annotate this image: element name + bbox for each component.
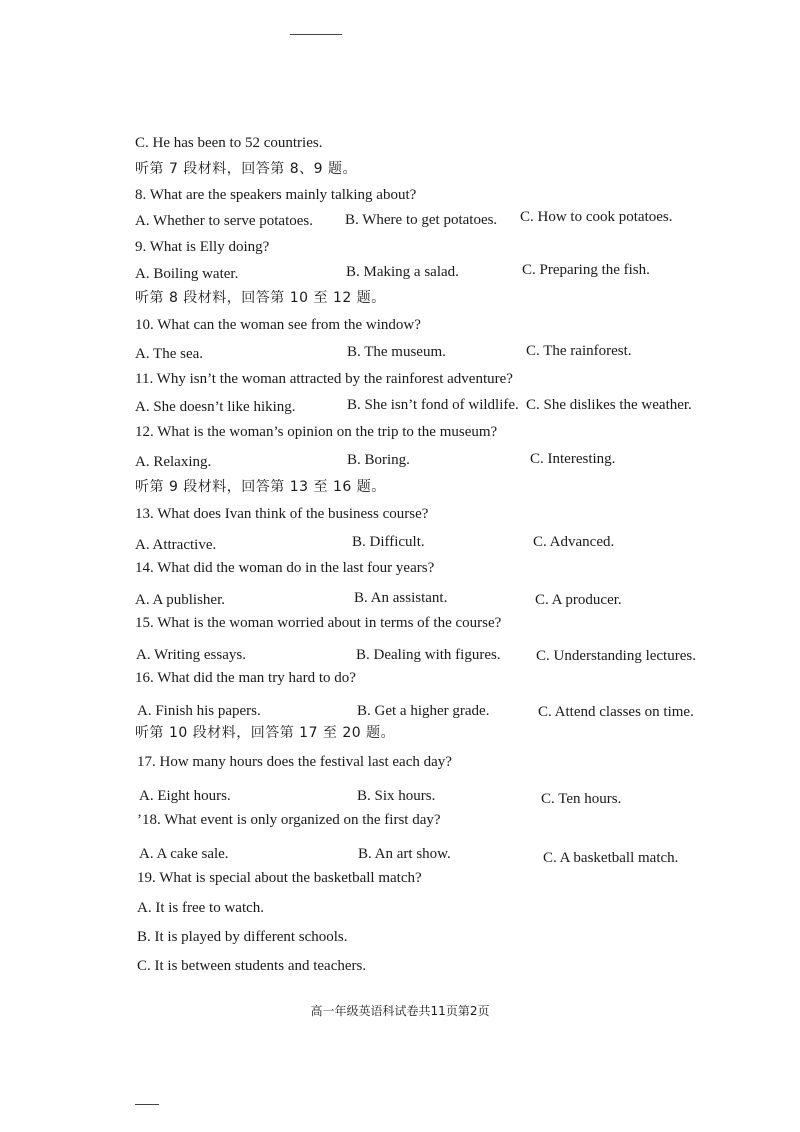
answer-option: B. An assistant.: [354, 590, 448, 606]
question-text: [0, 750, 800, 774]
option-row: [0, 339, 800, 363]
answer-option: C. Interesting.: [530, 451, 616, 467]
answer-option: B. Dealing with figures.: [356, 647, 501, 663]
section-label: 听第 10 段材料，回答第 17 至 20 题。: [135, 725, 396, 741]
text-label: B. It is played by different schools.: [137, 929, 348, 945]
question-label: 13. What does Ivan think of the business course?: [135, 506, 429, 522]
answer-option: C. Advanced.: [533, 534, 615, 550]
answer-option: C. A producer.: [535, 592, 622, 608]
question-text: [0, 367, 800, 391]
answer-option: B. Difficult.: [352, 534, 425, 550]
question-label: 17. How many hours does the festival last each day?: [137, 754, 452, 770]
bottom-scan-mark: [135, 1104, 159, 1105]
answer-option: C. Attend classes on time.: [538, 704, 694, 720]
top-scan-mark: [290, 34, 342, 35]
option-row: [0, 447, 800, 471]
section-heading: [0, 157, 800, 181]
answer-option: A. Eight hours.: [139, 788, 231, 804]
question-text: [0, 611, 800, 635]
answer-option: C. The rainforest.: [526, 343, 632, 359]
question-label: 19. What is special about the basketball match?: [137, 870, 422, 886]
answer-option: A. The sea.: [135, 346, 204, 362]
question-label: 12. What is the woman’s opinion on the trip to the museum?: [135, 424, 498, 440]
answer-option: A. Writing essays.: [136, 647, 246, 663]
answer-option: B. The museum.: [347, 344, 446, 360]
question-text: [0, 420, 800, 444]
section-heading: [0, 721, 800, 745]
section-label: 听第 8 段材料，回答第 10 至 12 题。: [135, 290, 386, 306]
answer-option: B. She isn’t fond of wildlife.: [347, 397, 519, 413]
question-label: 10. What can the woman see from the window?: [135, 317, 421, 333]
section-heading: [0, 475, 800, 499]
question-label: 14. What did the woman do in the last four years?: [135, 560, 435, 576]
question-text: [0, 502, 800, 526]
answer-option: [0, 896, 800, 920]
answer-option: A. A cake sale.: [139, 846, 229, 862]
answer-option: A. A publisher.: [135, 592, 226, 608]
question-text: [0, 235, 800, 259]
answer-option: C. Understanding lectures.: [536, 648, 696, 664]
answer-option: C. She dislikes the weather.: [526, 397, 692, 413]
answer-option: A. Boiling water.: [135, 266, 239, 282]
option-row: [0, 588, 800, 612]
option-row: [0, 530, 800, 554]
question-label: 9. What is Elly doing?: [135, 239, 270, 255]
answer-option: C. How to cook potatoes.: [520, 209, 673, 225]
question-label: 11. Why isn’t the woman attracted by the rainforest adventure?: [135, 371, 513, 387]
question-label: 16. What did the man try hard to do?: [135, 670, 356, 686]
question-label: 15. What is the woman worried about in terms of the course?: [135, 615, 502, 631]
answer-option: C. Ten hours.: [541, 791, 622, 807]
answer-option: B. An art show.: [358, 846, 451, 862]
answer-option: A. Whether to serve potatoes.: [135, 213, 314, 229]
section-label: 听第 9 段材料，回答第 13 至 16 题。: [135, 479, 386, 495]
text-label: A. It is free to watch.: [137, 900, 265, 916]
answer-option: A. Relaxing.: [135, 454, 212, 470]
answer-option: A. Finish his papers.: [137, 703, 261, 719]
section-label: 听第 7 段材料，回答第 8、9 题。: [135, 161, 358, 177]
answer-option: A. Attractive.: [135, 537, 217, 553]
option-row: [0, 205, 800, 229]
answer-option: C. A basketball match.: [543, 850, 679, 866]
option-row: [0, 258, 800, 282]
text-label: C. It is between students and teachers.: [137, 958, 367, 974]
answer-option: B. Boring.: [347, 452, 410, 468]
section-heading: [0, 286, 800, 310]
answer-option: [0, 954, 800, 978]
page-footer: 高一年级英语科试卷共11页第2页: [310, 1004, 490, 1018]
answer-option: B. Six hours.: [357, 788, 436, 804]
option-row: [0, 644, 800, 668]
answer-option: C. Preparing the fish.: [522, 262, 650, 278]
answer-option: B. Get a higher grade.: [357, 703, 490, 719]
option-row: [0, 393, 800, 417]
question-text: [0, 666, 800, 690]
text-label: C. He has been to 52 countries.: [135, 135, 323, 151]
answer-option: B. Making a salad.: [346, 264, 459, 280]
question-text: [0, 556, 800, 580]
question-text: [0, 183, 800, 207]
answer-option: [0, 925, 800, 949]
question-text: [0, 313, 800, 337]
answer-option: A. She doesn’t like hiking.: [135, 399, 296, 415]
question-text: [0, 866, 800, 890]
answer-option: [0, 131, 800, 155]
answer-option: B. Where to get potatoes.: [345, 212, 498, 228]
question-label: 8. What are the speakers mainly talking about?: [135, 187, 417, 203]
question-text: [0, 808, 800, 832]
question-label: ’18. What event is only organized on the first day?: [137, 812, 441, 828]
